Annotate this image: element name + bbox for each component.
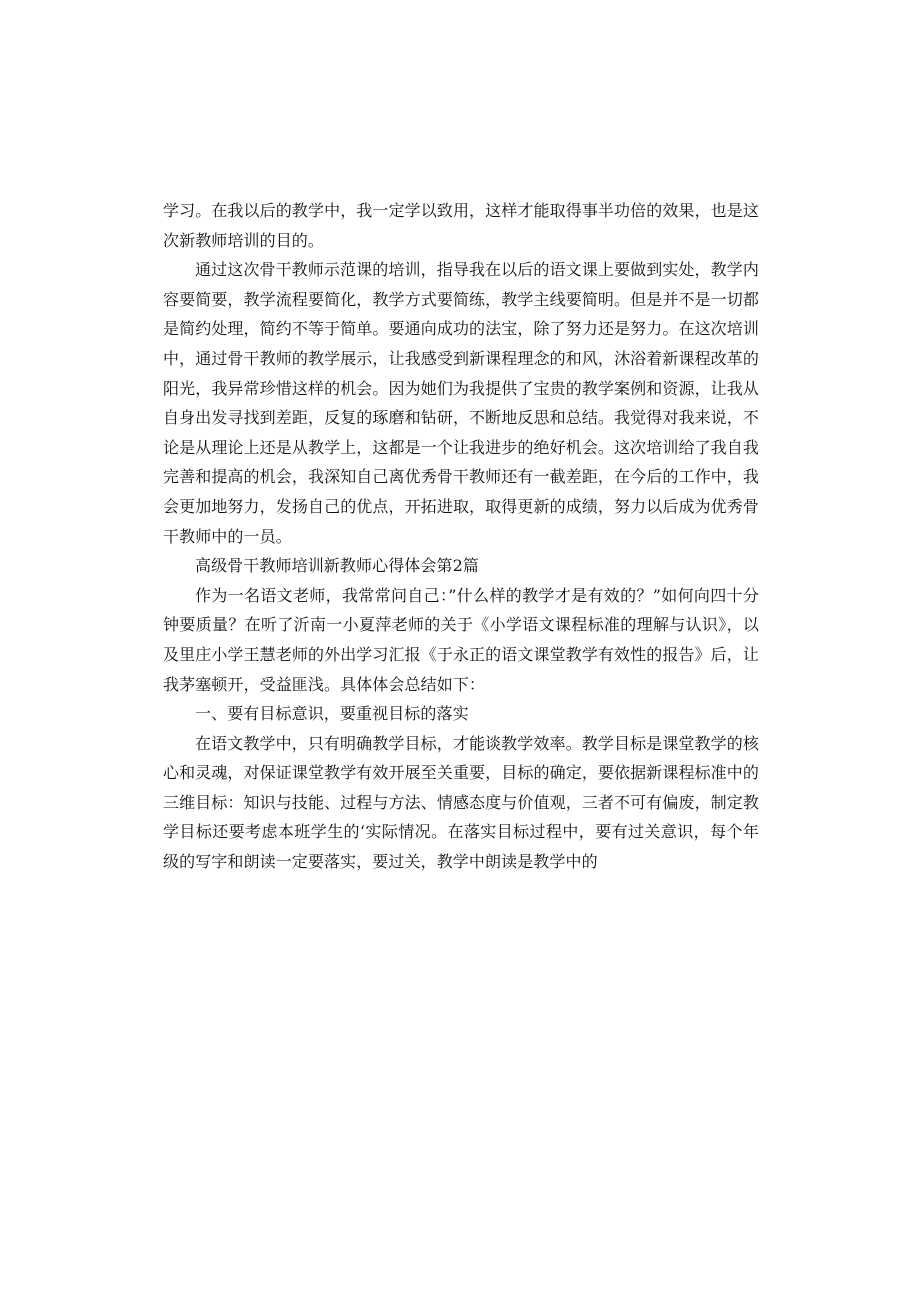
subheading-goal-awareness: 一、要有目标意识，要重视目标的落实 — [195, 704, 469, 724]
paragraph-intro: 作为一名语文老师，我常常问自己：”什么样的教学才是有效的？”如何向四十分钟要质量？在听了沂南一小夏萍老师的关于《小学语文课程标准的理解与认识》，以及里庄小学王慧老师的外出学习汇报《于永正的语文课堂教学有效性的报告》后，让我茅塞顿开，受益匪浅。具体体会总结如下： — [163, 585, 759, 694]
paragraph-training-reflection: 通过这次骨干教师示范课的培训，指导我在以后的语文课上要做到实处，教学内容要简要，教学流程要简化，教学方式要简练，教学主线要简明。但是并不是一切都是简约处理，简约不等于简单。要通向成功的法宝，除了努力还是努力。在这次培训中，通过骨干教师的教学展示，让我感受到新课程理念的和风，沐浴着新课程改革的阳光，我异常珍惜这样的机会。因为她们为我提供了宝贵的教学案例和资源，让我从自身出发寻找到差距，反复的琢磨和钻研，不断地反思和总结。我觉得对我来说，不论是从理论上还是从教学上，这都是一个让我进步的绝好机会。这次培训给了我自我完善和提高的机会，我深知自己离优秀骨干教师还有一截差距，在今后的工作中，我会更加地努力，发扬自己的优点，开拓进取，取得更新的成绩，努力以后成为优秀骨干教师中的一员。 — [163, 260, 759, 546]
document-body — [163, 196, 759, 877]
paragraph-teaching-goals: 在语文教学中，只有明确教学目标，才能谈教学效率。教学目标是课堂教学的核心和灵魂，对保证课堂教学有效开展至关重要，目标的确定，要依据新课程标准中的三维目标：知识与技能、过程与方法、情感态度与价值观，三者不可有偏废，制定教学目标还要考虑本班学生的‘实际情况。在落实目标过程中，要有过关意识，每个年级的写字和朗读一定要落实，要过关，教学中朗读是教学中的 — [163, 733, 759, 872]
section-heading: 高级骨干教师培训新教师心得体会第2篇 — [195, 556, 479, 576]
paragraph-continuation: 学习。在我以后的教学中，我一定学以致用，这样才能取得事半功倍的效果，也是这次新教师培训的目的。 — [163, 201, 759, 250]
